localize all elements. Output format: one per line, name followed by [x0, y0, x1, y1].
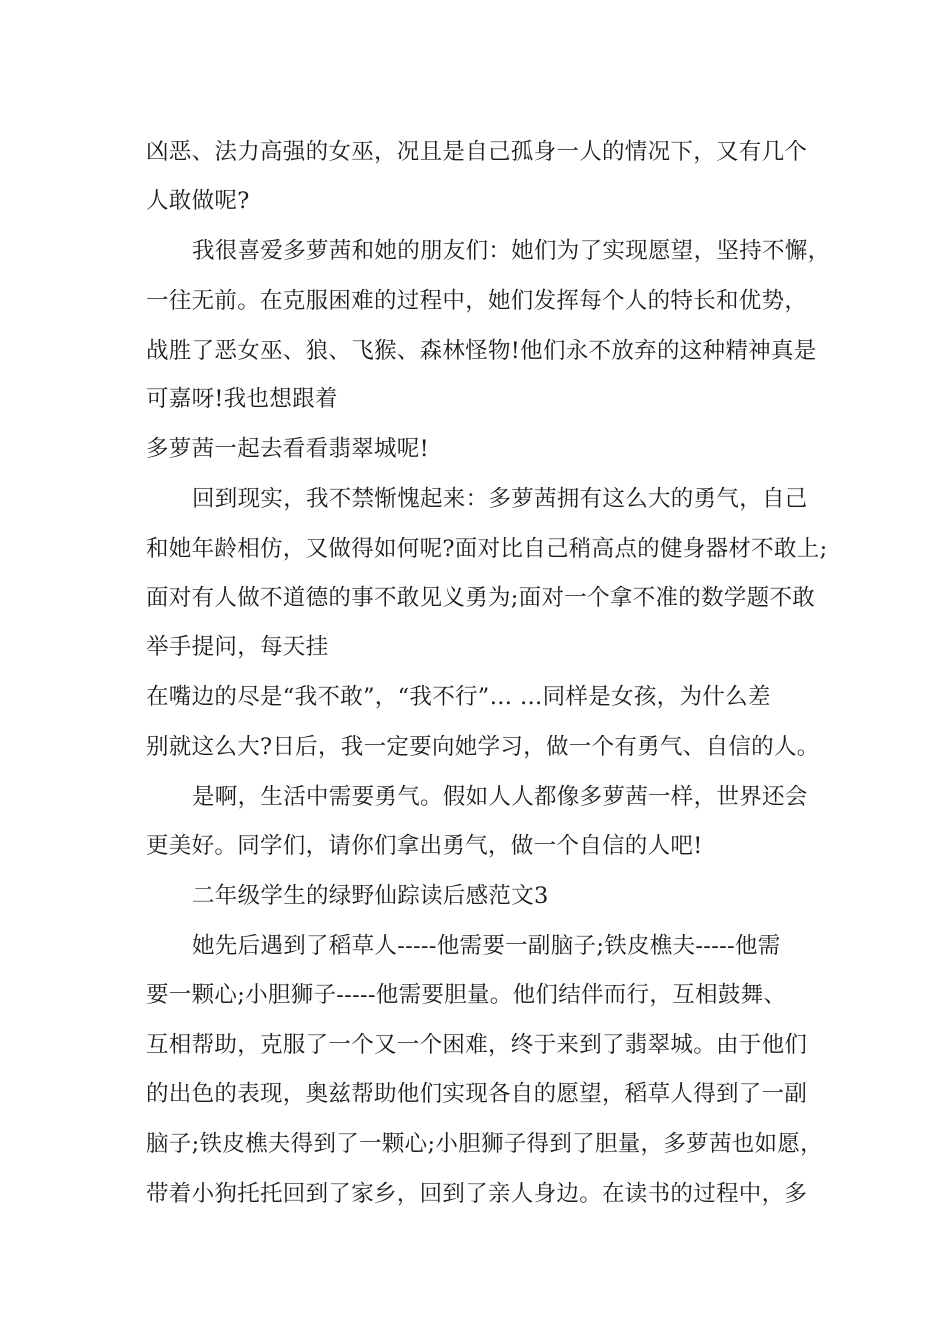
text-line: 人敢做呢? — [146, 188, 250, 214]
text-line: 更美好。同学们，请你们拿出勇气，做一个自信的人吧! — [146, 833, 703, 859]
text-line: 脑子;铁皮樵夫得到了一颗心;小胆狮子得到了胆量，多萝茜也如愿， — [146, 1131, 823, 1157]
text-line: 互相帮助，克服了一个又一个困难，终于来到了翡翠城。由于他们 — [146, 1032, 808, 1058]
text-line: 的出色的表现，奥兹帮助他们实现各自的愿望，稻草人得到了一副 — [146, 1081, 808, 1107]
text-line: 战胜了恶女巫、狼、飞猴、森林怪物!他们永不放弃的这种精神真是 — [146, 338, 817, 364]
text-line: 凶恶、法力高强的女巫，况且是自己孤身一人的情况下，又有几个 — [146, 139, 808, 165]
text-line: 可嘉呀!我也想跟着 — [146, 386, 338, 412]
text-line: 举手提问，每天挂 — [146, 634, 329, 660]
paragraph-start-line: 她先后遇到了稻草人-----他需要一副脑子;铁皮樵夫-----他需 — [192, 933, 781, 959]
paragraph-start-line: 我很喜爱多萝茜和她的朋友们：她们为了实现愿望，坚持不懈， — [192, 238, 831, 264]
text-line: 和她年龄相仿，又做得如何呢?面对比自己稍高点的健身器材不敢上; — [146, 536, 828, 562]
paragraph-start-line: 回到现实，我不禁惭愧起来：多萝茜拥有这么大的勇气，自己 — [192, 486, 808, 512]
section-heading: 二年级学生的绿野仙踪读后感范文3 — [192, 883, 549, 909]
paragraph-start-line: 是啊，生活中需要勇气。假如人人都像多萝茜一样，世界还会 — [192, 784, 808, 810]
text-line: 多萝茜一起去看看翡翠城呢! — [146, 436, 429, 462]
text-line: 在嘴边的尽是“我不敢”，“我不行”… …同样是女孩，为什么差 — [146, 684, 771, 710]
text-line: 一往无前。在克服困难的过程中，她们发挥每个人的特长和优势， — [146, 288, 808, 314]
text-line: 面对有人做不道德的事不敢见义勇为;面对一个拿不准的数学题不敢 — [146, 585, 816, 611]
text-line: 别就这么大?日后，我一定要向她学习，做一个有勇气、自信的人。 — [146, 734, 820, 760]
text-line: 要一颗心;小胆狮子-----他需要胆量。他们结伴而行，互相鼓舞、 — [146, 982, 787, 1008]
text-line: 带着小狗托托回到了家乡，回到了亲人身边。在读书的过程中，多 — [146, 1181, 808, 1207]
